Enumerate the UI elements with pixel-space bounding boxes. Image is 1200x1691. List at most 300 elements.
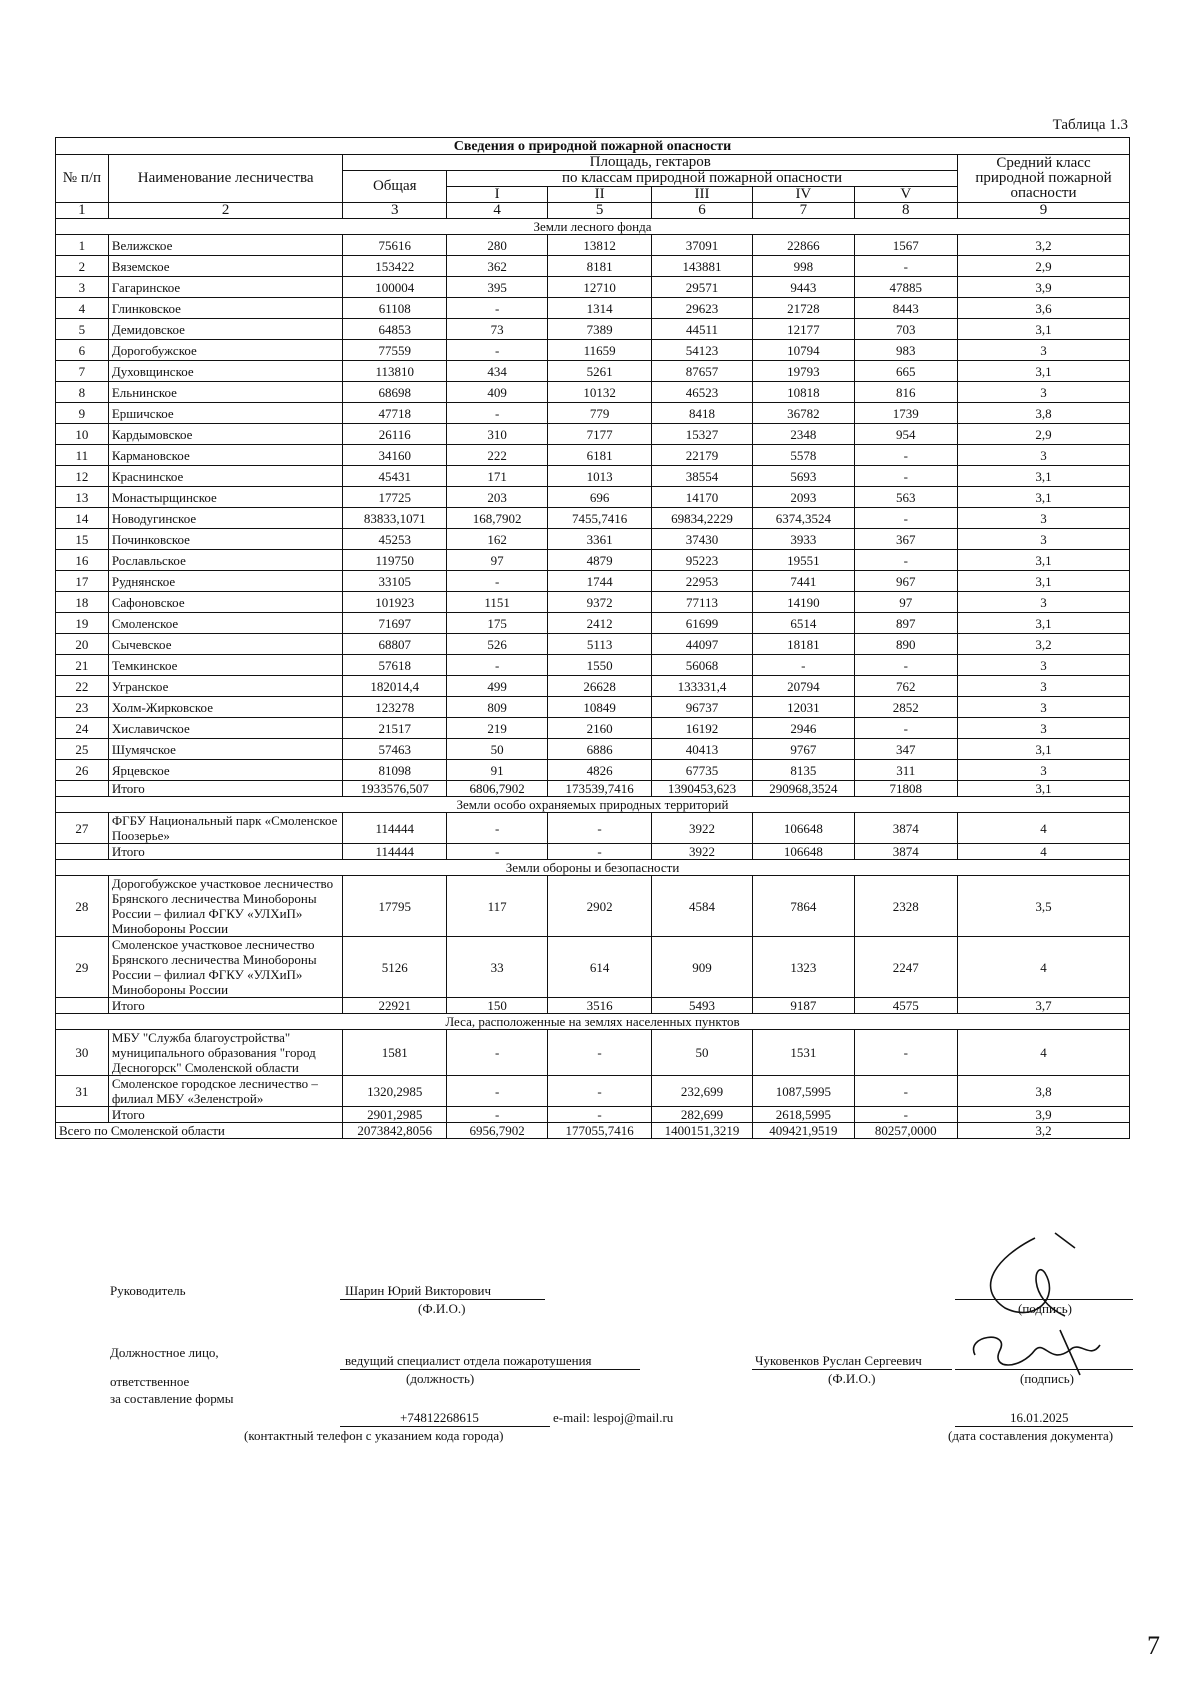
avg-class: 3 — [958, 760, 1130, 781]
area-class-i: 280 — [447, 235, 548, 256]
area-class-v: 71808 — [854, 781, 958, 797]
area-class-iv: 6374,3524 — [753, 508, 854, 529]
area-class-ii: 177055,7416 — [548, 1123, 652, 1139]
row-number: 28 — [56, 876, 109, 937]
area-class-v: 897 — [854, 613, 958, 634]
forestry-name: Сычевское — [108, 634, 343, 655]
forestry-name: Гагаринское — [108, 277, 343, 298]
area-class-ii: 7389 — [548, 319, 652, 340]
area-total: 45431 — [343, 466, 447, 487]
area-total: 61108 — [343, 298, 447, 319]
area-class-iii: 1390453,623 — [651, 781, 752, 797]
area-class-iii: 95223 — [651, 550, 752, 571]
avg-class: 4 — [958, 844, 1130, 860]
col-number: 8 — [854, 203, 958, 219]
area-class-iv: 9187 — [753, 998, 854, 1014]
table-row — [56, 466, 1130, 487]
official-signature-caption: (подпись) — [1020, 1371, 1074, 1386]
table-row — [56, 487, 1130, 508]
area-class-ii: 3516 — [548, 998, 652, 1014]
row-number: 11 — [56, 445, 109, 466]
area-total: 57618 — [343, 655, 447, 676]
header-name: Наименование лесничества — [108, 155, 343, 203]
area-class-iii: 143881 — [651, 256, 752, 277]
head-name: Шарин Юрий Викторович — [345, 1283, 491, 1298]
avg-class: 3,7 — [958, 998, 1130, 1014]
area-class-iii: 69834,2229 — [651, 508, 752, 529]
area-class-v: 1567 — [854, 235, 958, 256]
table-row — [56, 655, 1130, 676]
avg-class: 3,8 — [958, 1076, 1130, 1107]
area-class-v: - — [854, 655, 958, 676]
avg-class: 3,1 — [958, 466, 1130, 487]
header-class: I — [447, 187, 548, 203]
area-class-v: - — [854, 466, 958, 487]
table-title: Сведения о природной пожарной опасности — [56, 138, 1130, 155]
area-class-iv: 6514 — [753, 613, 854, 634]
document-date-line — [955, 1426, 1133, 1427]
row-number — [56, 781, 109, 797]
col-number: 7 — [753, 203, 854, 219]
area-class-v: 1739 — [854, 403, 958, 424]
section-header-row — [56, 860, 1130, 876]
area-class-i: 97 — [447, 550, 548, 571]
forestry-name: ФГБУ Национальный парк «Смоленское Поозерье» — [108, 813, 343, 844]
area-class-iv: 106648 — [753, 844, 854, 860]
area-class-i: - — [447, 403, 548, 424]
area-class-v: 665 — [854, 361, 958, 382]
forestry-name: Шумячское — [108, 739, 343, 760]
area-class-iv: 19551 — [753, 550, 854, 571]
forestry-name: Ярцевское — [108, 760, 343, 781]
area-total: 45253 — [343, 529, 447, 550]
col-number: 5 — [548, 203, 652, 219]
area-total: 71697 — [343, 613, 447, 634]
area-total: 5126 — [343, 937, 447, 998]
area-total: 68698 — [343, 382, 447, 403]
table-row — [56, 697, 1130, 718]
area-class-iv: 14190 — [753, 592, 854, 613]
table-row — [56, 529, 1130, 550]
area-class-v: 3874 — [854, 813, 958, 844]
header-num: № п/п — [56, 155, 109, 203]
area-total: 83833,1071 — [343, 508, 447, 529]
area-class-ii: 2160 — [548, 718, 652, 739]
area-class-i: 499 — [447, 676, 548, 697]
area-class-iii: 1400151,3219 — [651, 1123, 752, 1139]
area-class-iii: 44511 — [651, 319, 752, 340]
col-number: 9 — [958, 203, 1130, 219]
official-label-3: за составление формы — [110, 1391, 234, 1406]
area-class-iii: 44097 — [651, 634, 752, 655]
avg-class: 3,9 — [958, 277, 1130, 298]
area-total: 2073842,8056 — [343, 1123, 447, 1139]
area-class-v: 4575 — [854, 998, 958, 1014]
area-class-iii: 29571 — [651, 277, 752, 298]
area-class-ii: 1013 — [548, 466, 652, 487]
area-class-v: 8443 — [854, 298, 958, 319]
section-title: Земли обороны и безопасности — [56, 860, 1130, 876]
column-number-row — [56, 203, 1130, 219]
avg-class: 2,9 — [958, 424, 1130, 445]
area-class-ii: - — [548, 1107, 652, 1123]
area-class-i: 175 — [447, 613, 548, 634]
avg-class: 3 — [958, 340, 1130, 361]
area-class-iii: 232,699 — [651, 1076, 752, 1107]
avg-class: 3,6 — [958, 298, 1130, 319]
avg-class: 3,1 — [958, 571, 1130, 592]
forestry-name: МБУ "Служба благоустройства" муниципального образования "город Десногорск" Смоленской области — [108, 1030, 343, 1076]
area-total: 123278 — [343, 697, 447, 718]
section-title: Земли лесного фонда — [56, 219, 1130, 235]
area-class-ii: 10132 — [548, 382, 652, 403]
area-class-v: 47885 — [854, 277, 958, 298]
area-class-ii: - — [548, 1030, 652, 1076]
table-row — [56, 718, 1130, 739]
row-number: 23 — [56, 697, 109, 718]
avg-class: 3,1 — [958, 781, 1130, 797]
row-number: 15 — [56, 529, 109, 550]
official-fio-caption: (Ф.И.О.) — [828, 1371, 876, 1386]
area-class-i: 6806,7902 — [447, 781, 548, 797]
area-class-i: 219 — [447, 718, 548, 739]
area-class-ii: 779 — [548, 403, 652, 424]
contact-phone: +74812268615 — [400, 1410, 479, 1425]
area-total: 153422 — [343, 256, 447, 277]
forestry-name: Вяземское — [108, 256, 343, 277]
forestry-name: Итого — [108, 781, 343, 797]
forestry-name: Демидовское — [108, 319, 343, 340]
area-class-i: - — [447, 298, 548, 319]
area-class-ii: - — [548, 813, 652, 844]
avg-class: 3 — [958, 445, 1130, 466]
area-class-v: - — [854, 445, 958, 466]
area-total: 17795 — [343, 876, 447, 937]
table-row — [56, 298, 1130, 319]
table-row — [56, 382, 1130, 403]
area-class-ii: 4879 — [548, 550, 652, 571]
header-area: Площадь, гектаров — [343, 155, 958, 171]
forestry-name: Починковское — [108, 529, 343, 550]
row-number: 29 — [56, 937, 109, 998]
row-number: 19 — [56, 613, 109, 634]
official-name: Чуковенков Руслан Сергеевич — [755, 1353, 922, 1368]
area-class-v: - — [854, 1107, 958, 1123]
area-class-iii: 909 — [651, 937, 752, 998]
forestry-name: Краснинское — [108, 466, 343, 487]
area-class-iii: 3922 — [651, 813, 752, 844]
avg-class: 3,1 — [958, 550, 1130, 571]
row-number: 5 — [56, 319, 109, 340]
area-class-i: 395 — [447, 277, 548, 298]
table-row — [56, 571, 1130, 592]
area-class-iv: 9443 — [753, 277, 854, 298]
area-class-v: - — [854, 1030, 958, 1076]
area-total: 26116 — [343, 424, 447, 445]
area-total: 182014,4 — [343, 676, 447, 697]
area-class-v: - — [854, 718, 958, 739]
area-class-ii: 10849 — [548, 697, 652, 718]
page-mark: 7 — [1147, 1631, 1160, 1660]
avg-class: 3,2 — [958, 235, 1130, 256]
area-class-i: 409 — [447, 382, 548, 403]
area-class-iii: 56068 — [651, 655, 752, 676]
area-class-i: - — [447, 571, 548, 592]
col-number: 4 — [447, 203, 548, 219]
official-position: ведущий специалист отдела пожаротушения — [345, 1353, 592, 1368]
table-row — [56, 813, 1130, 844]
area-class-ii: 614 — [548, 937, 652, 998]
area-class-ii: 5113 — [548, 634, 652, 655]
head-signature-caption: (подпись) — [1018, 1301, 1072, 1316]
area-class-ii: 1314 — [548, 298, 652, 319]
area-class-v: 347 — [854, 739, 958, 760]
area-class-iii: 96737 — [651, 697, 752, 718]
avg-class: 4 — [958, 1030, 1130, 1076]
area-class-v: - — [854, 550, 958, 571]
table-row — [56, 424, 1130, 445]
contact-email: e-mail: lespoj@mail.ru — [553, 1410, 674, 1425]
area-class-iii: 133331,4 — [651, 676, 752, 697]
row-number: 26 — [56, 760, 109, 781]
row-number: 8 — [56, 382, 109, 403]
area-class-iv: 10818 — [753, 382, 854, 403]
area-class-iv: 21728 — [753, 298, 854, 319]
area-class-ii: 13812 — [548, 235, 652, 256]
header-class: II — [548, 187, 652, 203]
area-class-v: 703 — [854, 319, 958, 340]
area-class-iii: 67735 — [651, 760, 752, 781]
area-class-iv: 3933 — [753, 529, 854, 550]
area-class-v: 762 — [854, 676, 958, 697]
section-title: Земли особо охраняемых природных территорий — [56, 797, 1130, 813]
row-number: 6 — [56, 340, 109, 361]
area-class-ii: 2902 — [548, 876, 652, 937]
area-class-iii: 77113 — [651, 592, 752, 613]
table-row — [56, 340, 1130, 361]
avg-class: 3 — [958, 676, 1130, 697]
area-class-iv: 2093 — [753, 487, 854, 508]
area-class-i: - — [447, 1076, 548, 1107]
avg-class: 3,5 — [958, 876, 1130, 937]
area-class-iii: 38554 — [651, 466, 752, 487]
row-number: 31 — [56, 1076, 109, 1107]
head-name-line — [340, 1299, 545, 1300]
area-class-ii: 1550 — [548, 655, 652, 676]
area-class-iv: - — [753, 655, 854, 676]
official-label-2: ответственное — [110, 1374, 190, 1389]
area-class-iii: 37091 — [651, 235, 752, 256]
row-number: 17 — [56, 571, 109, 592]
table-row — [56, 319, 1130, 340]
grand-total-label: Всего по Смоленской области — [56, 1123, 343, 1139]
section-total-row — [56, 844, 1130, 860]
row-number: 14 — [56, 508, 109, 529]
forestry-name: Темкинское — [108, 655, 343, 676]
table-row — [56, 277, 1130, 298]
area-class-i: 73 — [447, 319, 548, 340]
area-class-v: 954 — [854, 424, 958, 445]
col-number: 3 — [343, 203, 447, 219]
table-row — [56, 592, 1130, 613]
area-class-v: 816 — [854, 382, 958, 403]
avg-class: 3,1 — [958, 319, 1130, 340]
area-class-v: 967 — [854, 571, 958, 592]
header-class: III — [651, 187, 752, 203]
area-class-ii: 11659 — [548, 340, 652, 361]
area-class-ii: 6181 — [548, 445, 652, 466]
area-class-iii: 16192 — [651, 718, 752, 739]
area-class-v: 367 — [854, 529, 958, 550]
area-class-v: - — [854, 1076, 958, 1107]
area-class-iii: 29623 — [651, 298, 752, 319]
area-total: 64853 — [343, 319, 447, 340]
forestry-name: Смоленское — [108, 613, 343, 634]
area-total: 21517 — [343, 718, 447, 739]
forestry-name: Ершичское — [108, 403, 343, 424]
table-row — [56, 739, 1130, 760]
grand-total-row — [56, 1123, 1130, 1139]
col-number: 1 — [56, 203, 109, 219]
forestry-name: Смоленское участковое лесничество Брянского лесничества Минобороны России – филиал ФГКУ «УЛХиП» Минобороны России — [108, 937, 343, 998]
forestry-name: Руднянское — [108, 571, 343, 592]
area-class-iv: 1323 — [753, 937, 854, 998]
area-class-i: - — [447, 1107, 548, 1123]
table-row — [56, 1030, 1130, 1076]
area-class-i: 150 — [447, 998, 548, 1014]
area-class-v: 3874 — [854, 844, 958, 860]
area-class-iv: 36782 — [753, 403, 854, 424]
table-row — [56, 361, 1130, 382]
avg-class: 3 — [958, 592, 1130, 613]
row-number: 25 — [56, 739, 109, 760]
avg-class: 3,1 — [958, 613, 1130, 634]
area-class-iii: 46523 — [651, 382, 752, 403]
area-class-v: 890 — [854, 634, 958, 655]
area-class-i: - — [447, 340, 548, 361]
avg-class: 4 — [958, 937, 1130, 998]
row-number — [56, 998, 109, 1014]
area-class-iv: 20794 — [753, 676, 854, 697]
area-total: 33105 — [343, 571, 447, 592]
forestry-name: Хиславичское — [108, 718, 343, 739]
head-label: Руководитель — [110, 1283, 186, 1298]
area-total: 22921 — [343, 998, 447, 1014]
avg-class: 3,1 — [958, 487, 1130, 508]
area-class-iv: 998 — [753, 256, 854, 277]
area-total: 57463 — [343, 739, 447, 760]
official-position-caption: (должность) — [406, 1371, 475, 1386]
area-class-i: 6956,7902 — [447, 1123, 548, 1139]
area-class-iv: 19793 — [753, 361, 854, 382]
area-class-v: 2328 — [854, 876, 958, 937]
area-class-ii: 6886 — [548, 739, 652, 760]
row-number: 4 — [56, 298, 109, 319]
row-number: 1 — [56, 235, 109, 256]
forestry-name: Монастырщинское — [108, 487, 343, 508]
contact-phone-caption: (контактный телефон с указанием кода города) — [244, 1428, 504, 1443]
row-number: 21 — [56, 655, 109, 676]
table-row — [56, 937, 1130, 998]
forestry-name: Угранское — [108, 676, 343, 697]
area-class-ii: 1744 — [548, 571, 652, 592]
table-row — [56, 508, 1130, 529]
forestry-name: Итого — [108, 844, 343, 860]
area-class-iii: 61699 — [651, 613, 752, 634]
row-number: 13 — [56, 487, 109, 508]
avg-class: 3 — [958, 697, 1130, 718]
section-title: Леса, расположенные на землях населенных пунктов — [56, 1014, 1130, 1030]
area-class-v: 311 — [854, 760, 958, 781]
forestry-name: Дорогобужское участковое лесничество Брянского лесничества Минобороны России – филиал ФГКУ «УЛХиП» Минобороны России — [108, 876, 343, 937]
table-row — [56, 613, 1130, 634]
area-class-iv: 106648 — [753, 813, 854, 844]
area-class-iii: 14170 — [651, 487, 752, 508]
area-total: 100004 — [343, 277, 447, 298]
area-class-i: 310 — [447, 424, 548, 445]
official-label-1: Должностное лицо, — [110, 1345, 219, 1360]
avg-class: 3 — [958, 655, 1130, 676]
area-total: 113810 — [343, 361, 447, 382]
area-class-iii: 5493 — [651, 998, 752, 1014]
area-class-ii: - — [548, 1076, 652, 1107]
area-class-i: 362 — [447, 256, 548, 277]
forestry-name: Ельнинское — [108, 382, 343, 403]
forestry-name: Рославльское — [108, 550, 343, 571]
section-total-row — [56, 998, 1130, 1014]
area-class-iii: 4584 — [651, 876, 752, 937]
forestry-name: Холм-Жирковское — [108, 697, 343, 718]
area-class-ii: 3361 — [548, 529, 652, 550]
area-class-v: 563 — [854, 487, 958, 508]
area-class-v: 80257,0000 — [854, 1123, 958, 1139]
avg-class: 3,2 — [958, 634, 1130, 655]
table-row — [56, 876, 1130, 937]
avg-class: 4 — [958, 813, 1130, 844]
table-row — [56, 445, 1130, 466]
row-number — [56, 1107, 109, 1123]
area-class-v: 2247 — [854, 937, 958, 998]
table-body — [56, 219, 1130, 1139]
forestry-name: Смоленское городское лесничество – филиал МБУ «Зеленстрой» — [108, 1076, 343, 1107]
area-class-ii: 7455,7416 — [548, 508, 652, 529]
table-row — [56, 760, 1130, 781]
table-row — [56, 1076, 1130, 1107]
col-number: 6 — [651, 203, 752, 219]
avg-class: 3,9 — [958, 1107, 1130, 1123]
area-class-i: - — [447, 655, 548, 676]
table-row — [56, 550, 1130, 571]
avg-class: 3 — [958, 508, 1130, 529]
area-class-i: 168,7902 — [447, 508, 548, 529]
area-total: 2901,2985 — [343, 1107, 447, 1123]
avg-class: 3 — [958, 382, 1130, 403]
area-total: 1320,2985 — [343, 1076, 447, 1107]
contact-phone-line — [340, 1426, 550, 1427]
area-total: 119750 — [343, 550, 447, 571]
area-class-v: 2852 — [854, 697, 958, 718]
row-number: 2 — [56, 256, 109, 277]
area-class-iii: 37430 — [651, 529, 752, 550]
area-class-iv: 2348 — [753, 424, 854, 445]
head-fio-caption: (Ф.И.О.) — [418, 1301, 466, 1316]
area-class-ii: 173539,7416 — [548, 781, 652, 797]
area-class-i: - — [447, 1030, 548, 1076]
table-row — [56, 676, 1130, 697]
area-class-iii: 282,699 — [651, 1107, 752, 1123]
col-number: 2 — [108, 203, 343, 219]
area-total: 17725 — [343, 487, 447, 508]
